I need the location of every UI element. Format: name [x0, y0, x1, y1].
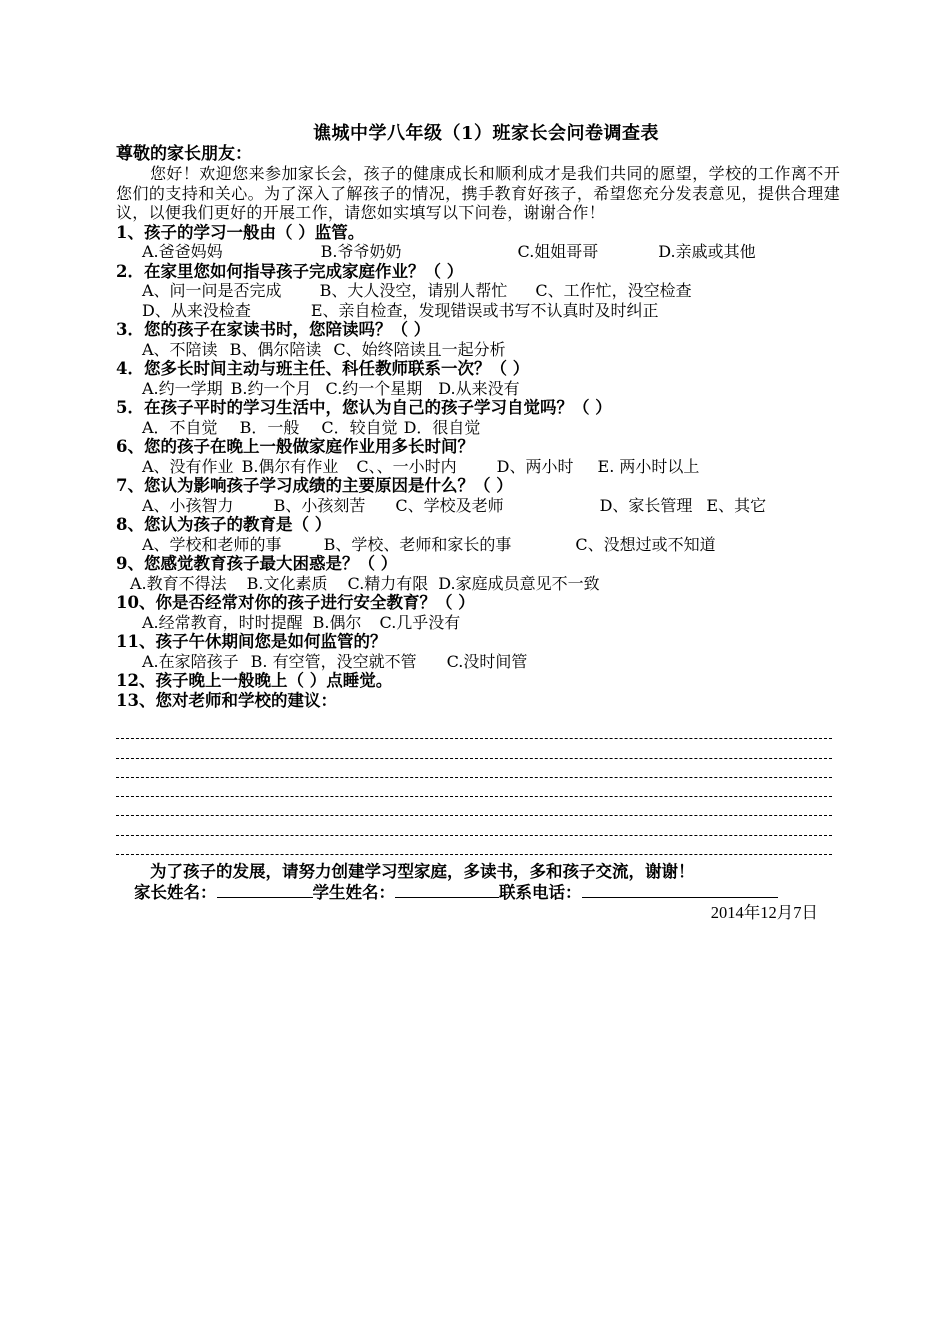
answer-option[interactable]: A、小孩智力	[142, 495, 234, 515]
answer-option[interactable]: D、家长管理	[599, 495, 693, 515]
answer-option[interactable]: B.偶尔	[312, 612, 362, 632]
questionnaire-page	[116, 124, 840, 923]
answer-option[interactable]: A、学校和老师的事	[142, 534, 282, 554]
question-list	[116, 223, 840, 711]
answer-option[interactable]: A．不自觉	[142, 417, 218, 437]
question-1-options	[116, 242, 840, 262]
phone-label: 联系电话：	[499, 883, 582, 903]
greeting: 尊敬的家长朋友：	[116, 144, 252, 164]
answer-option[interactable]: C.姐姐哥哥	[517, 242, 599, 261]
student-name-label: 学生姓名：	[312, 883, 395, 903]
question-2-options	[116, 281, 840, 301]
answer-option[interactable]: B、偶尔陪读	[229, 339, 322, 359]
answer-option[interactable]: D.家庭成员意见不一致	[438, 573, 600, 593]
question-10-options	[116, 613, 840, 633]
answer-option[interactable]: C．较自觉	[321, 417, 398, 437]
question-11-options	[116, 652, 840, 672]
question-10: 10、你是否经常对你的孩子进行安全教育？（ ）	[116, 593, 475, 612]
question-13: 13、您对老师和学校的建议：	[116, 690, 337, 710]
page-title: 谯城中学八年级（1）班家长会问卷调查表	[312, 123, 660, 144]
answer-option[interactable]: B.文化素质	[246, 573, 328, 593]
suggestion-line[interactable]	[116, 759, 832, 778]
answer-option[interactable]: B.偶尔有作业	[241, 456, 339, 476]
answer-option[interactable]: B、小孩刻苦	[273, 495, 366, 515]
answer-option[interactable]: C、、一小时内	[356, 456, 457, 476]
answer-option[interactable]: B. 有空管，没空就不管	[250, 651, 417, 671]
closing-message: 为了孩子的发展，请努力创建学习型家庭，多读书，多和孩子交流，谢谢！	[150, 862, 695, 882]
suggestion-line[interactable]	[116, 720, 832, 739]
question-9: 9、您感觉教育孩子最大困惑是？（ ）	[116, 554, 398, 573]
answer-option[interactable]: E. 两小时以上	[597, 456, 700, 476]
answer-option[interactable]: C、学校及老师	[395, 495, 504, 515]
suggestion-line[interactable]	[116, 739, 832, 758]
question-2: 2．在家里您如何指导孩子完成家庭作业？（ ）	[116, 261, 464, 281]
suggestion-line[interactable]	[116, 836, 832, 855]
answer-option[interactable]: D.亲戚或其他	[658, 242, 756, 261]
answer-option[interactable]: D．很自觉	[403, 417, 481, 437]
suggestion-lines[interactable]	[116, 720, 832, 855]
student-name-field[interactable]	[395, 882, 499, 898]
answer-option[interactable]: D、从来没检查	[142, 300, 251, 320]
parent-name-field[interactable]	[217, 882, 313, 898]
question-1: 1、孩子的学习一般由（ ）监管。	[116, 222, 365, 242]
answer-option[interactable]: A.约一学期	[142, 378, 223, 398]
question-8: 8、您认为孩子的教育是（ ）	[116, 515, 332, 534]
question-7-options	[116, 496, 840, 516]
question-2-options	[116, 301, 840, 321]
answer-option[interactable]: A、不陪读	[142, 339, 218, 359]
question-4-options	[116, 379, 840, 399]
question-4: 4．您多长时间主动与班主任、科任教师联系一次？（ ）	[116, 359, 530, 378]
question-11: 11、孩子午休期间您是如何监管的？	[116, 632, 387, 651]
intro-paragraph: 您好！欢迎您来参加家长会，孩子的健康成长和顺利成才是我们共同的愿望，学校的工作离不开您们的支持和关心。为了深入了解孩子的情况，携手教育好孩子，希望您充分发表意见，提供合理建议，以便我们更好的开展工作，请您如实填写以下问卷，谢谢合作！	[116, 164, 840, 222]
answer-option[interactable]: C、工作忙，没空检查	[535, 281, 692, 300]
date: 2014年12月7日	[710, 903, 818, 923]
signature-row	[116, 882, 840, 903]
parent-name-label: 家长姓名：	[134, 883, 217, 903]
answer-option[interactable]: C.没时间管	[446, 651, 528, 671]
suggestion-line[interactable]	[116, 778, 832, 797]
suggestion-line[interactable]	[116, 797, 832, 816]
question-5-options	[116, 418, 840, 438]
answer-option[interactable]: C.精力有限	[347, 573, 429, 593]
question-12: 12、孩子晚上一般晚上（ ）点睡觉。	[116, 671, 393, 690]
answer-option[interactable]: E、其它	[706, 495, 767, 515]
answer-option[interactable]: A.经常教育，时时提醒	[142, 612, 303, 632]
answer-option[interactable]: D、两小时	[496, 456, 574, 476]
answer-option[interactable]: A.在家陪孩子	[142, 651, 239, 671]
answer-option[interactable]: E、亲自检查，发现错误或书写不认真时及时纠正	[310, 300, 659, 320]
answer-option[interactable]: C.几乎没有	[379, 612, 461, 632]
question-8-options	[116, 535, 840, 555]
question-9-options	[116, 574, 840, 594]
answer-option[interactable]: B、大人没空，请别人帮忙	[319, 281, 508, 300]
question-3: 3．您的孩子在家读书时，您陪读吗？（ ）	[116, 320, 431, 339]
answer-option[interactable]: C、始终陪读且一起分析	[333, 339, 506, 359]
answer-option[interactable]: A.教育不得法	[130, 573, 227, 593]
answer-option[interactable]: B．一般	[239, 417, 300, 437]
answer-option[interactable]: A、没有作业	[142, 456, 234, 476]
question-6: 6、您的孩子在晚上一般做家庭作业用多长时间？	[116, 437, 474, 456]
answer-option[interactable]: B、学校、老师和家长的事	[323, 534, 512, 554]
answer-option[interactable]: B.爷爷奶奶	[320, 242, 402, 261]
phone-field[interactable]	[582, 882, 778, 898]
question-3-options	[116, 340, 840, 360]
answer-option[interactable]: B.约一个月	[230, 378, 312, 398]
question-7: 7、您认为影响孩子学习成绩的主要原因是什么？（ ）	[116, 476, 513, 495]
answer-option[interactable]: A.爸爸妈妈	[142, 242, 223, 261]
answer-option[interactable]: C.约一个星期	[325, 378, 423, 398]
suggestion-line[interactable]	[116, 816, 832, 835]
answer-option[interactable]: A、问一问是否完成	[142, 281, 282, 300]
answer-option[interactable]: D.从来没有	[438, 378, 520, 398]
answer-option[interactable]: C、没想过或不知道	[575, 534, 716, 554]
question-6-options	[116, 457, 840, 477]
question-5: 5．在孩子平时的学习生活中，您认为自己的孩子学习自觉吗？（ ）	[116, 398, 612, 417]
